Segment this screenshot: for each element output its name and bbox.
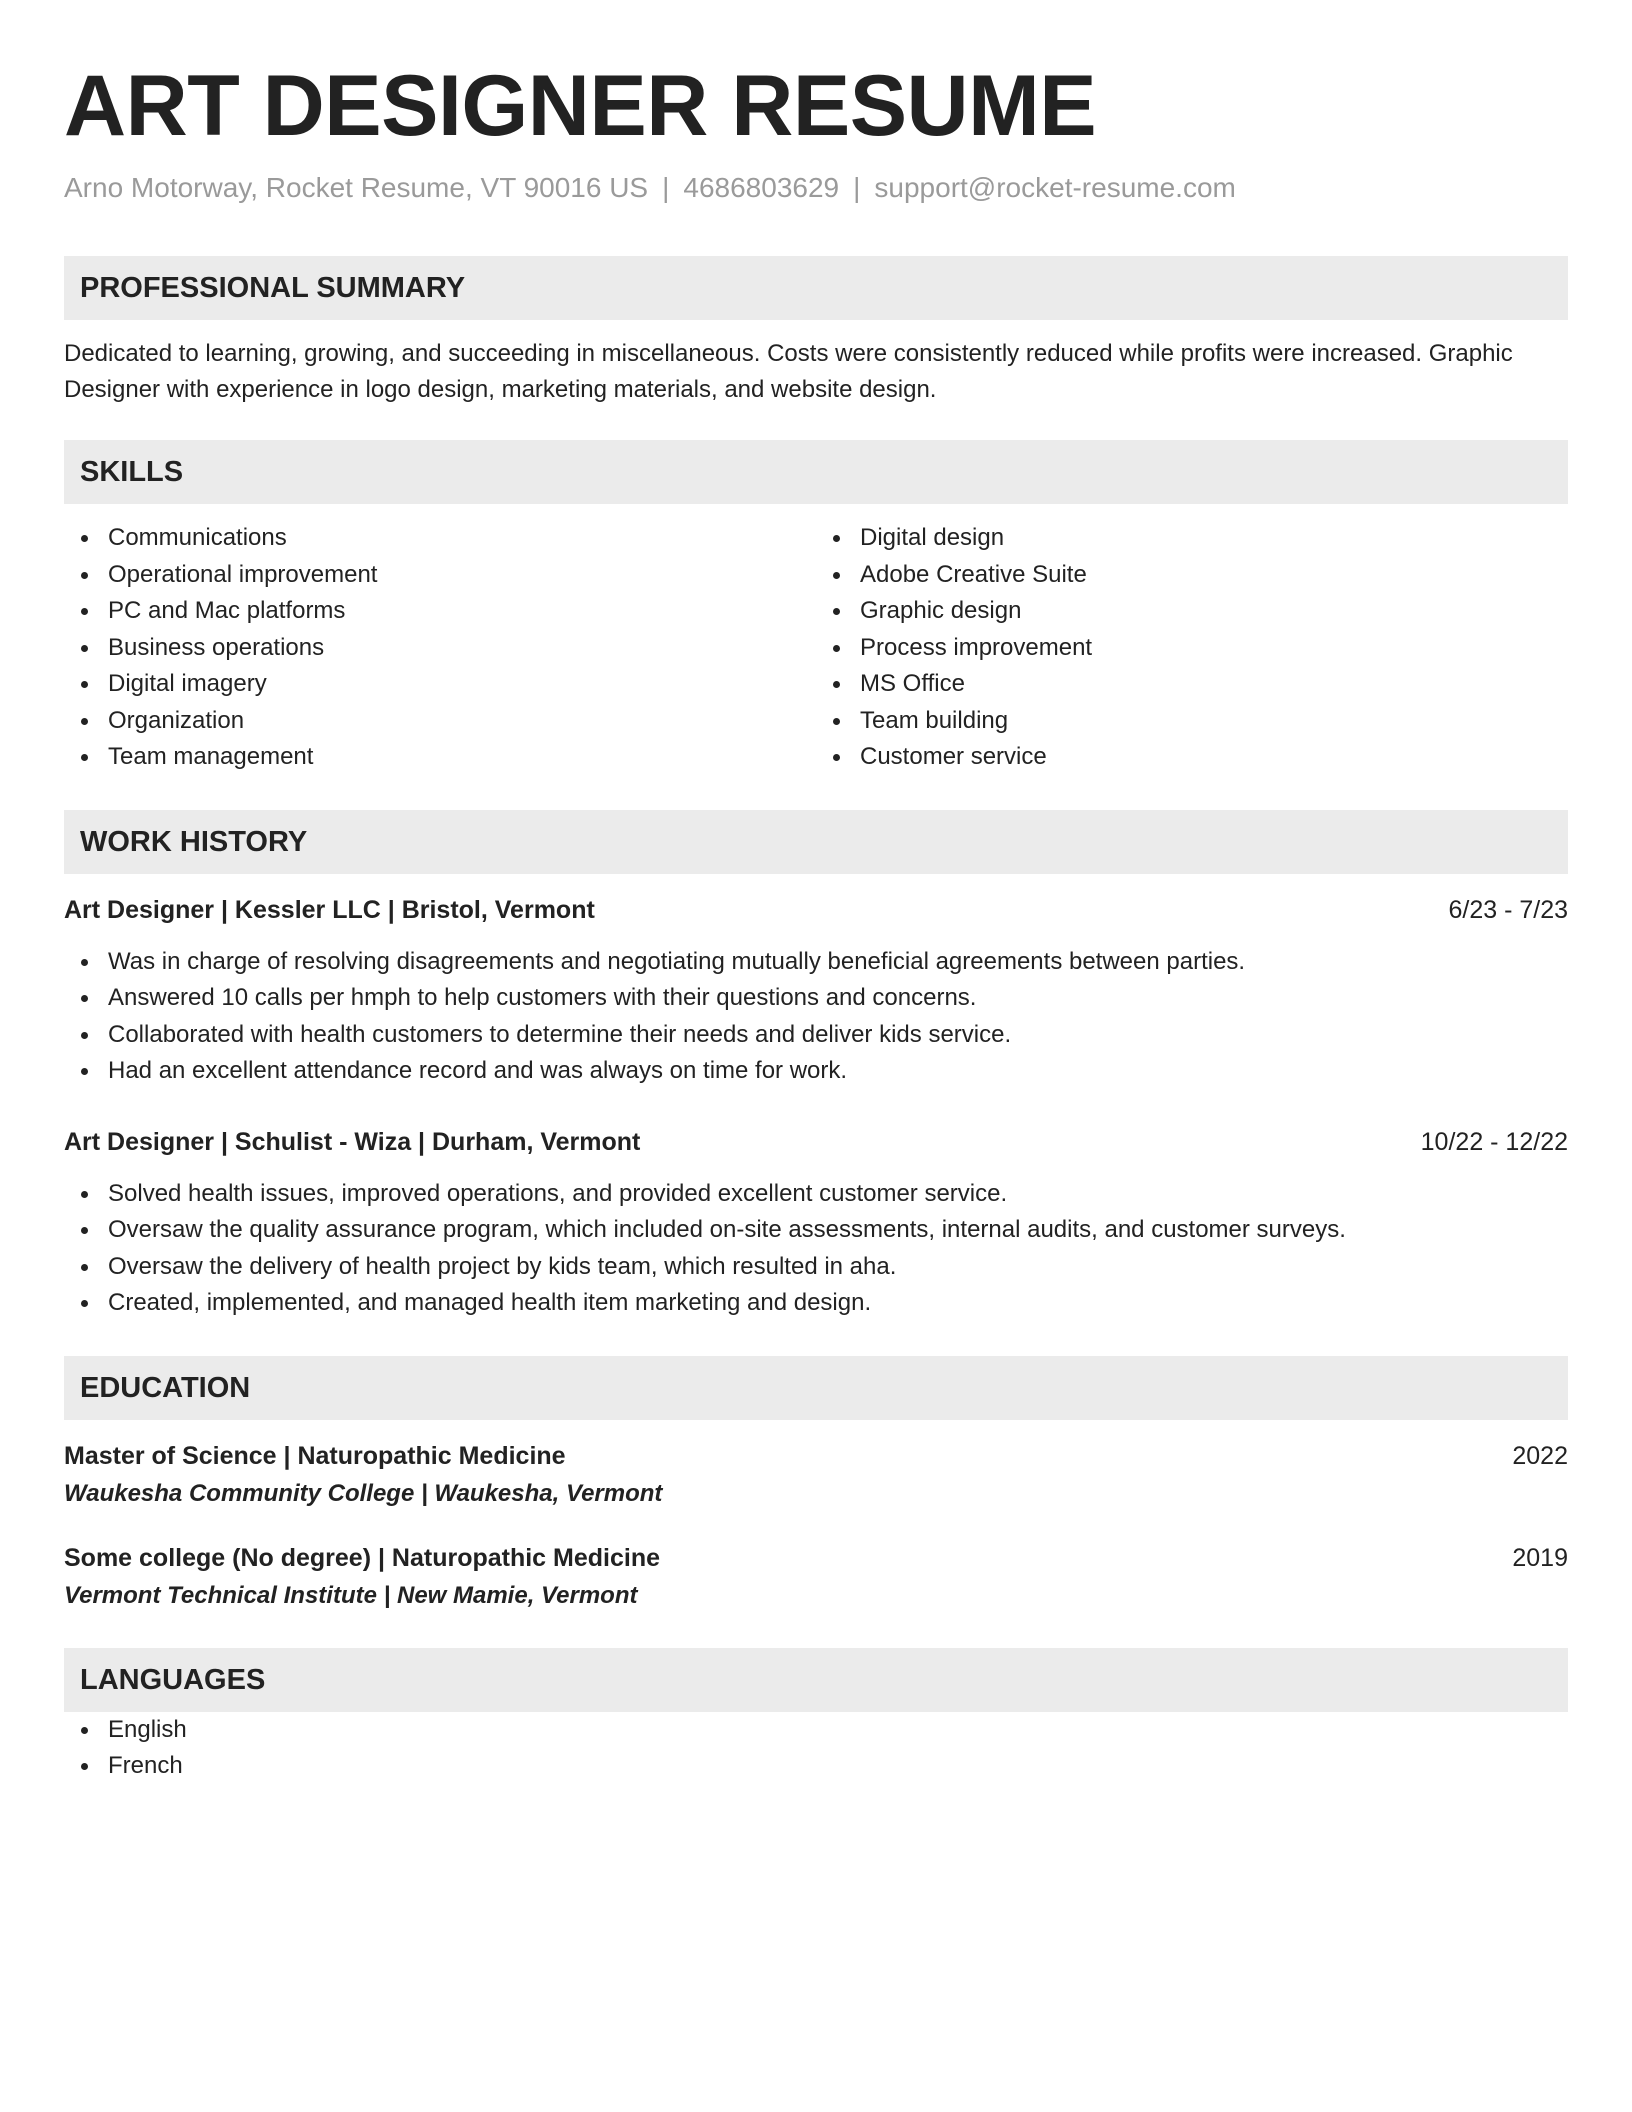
job-entry — [64, 1126, 1568, 1322]
resume-title: ART DESIGNER RESUME — [64, 58, 1097, 154]
skill-item: Customer service — [860, 739, 1568, 776]
contact-email: support@rocket-resume.com — [874, 172, 1236, 203]
job-dates: 6/23 - 7/23 — [1448, 895, 1568, 924]
skill-item: Operational improvement — [108, 557, 816, 594]
job-bullet: Had an excellent attendance record and was always on time for work. — [108, 1053, 1568, 1090]
languages-section — [64, 1648, 1568, 1785]
skills-columns — [64, 520, 1568, 776]
skill-item: Organization — [108, 703, 816, 740]
section-heading-education: EDUCATION — [64, 1356, 1568, 1420]
contact-address: Arno Motorway, Rocket Resume, VT 90016 US — [64, 172, 649, 203]
job-dates: 10/22 - 12/22 — [1420, 1127, 1568, 1156]
section-heading-skills: SKILLS — [64, 440, 1568, 504]
education-section — [64, 1356, 1568, 1612]
work-history-section — [64, 810, 1568, 1322]
degree: Master of Science | Naturopathic Medicine — [64, 1441, 566, 1470]
skill-item: Communications — [108, 520, 816, 557]
language-item: French — [108, 1748, 1568, 1785]
job-header — [64, 1126, 1568, 1158]
job-title: Art Designer | Kessler LLC | Bristol, Vermont — [64, 895, 595, 924]
education-entry — [64, 1440, 1568, 1510]
skill-item: Team building — [860, 703, 1568, 740]
skill-item: Process improvement — [860, 630, 1568, 667]
school-name: Vermont Technical Institute | New Mamie, Vermont — [64, 1581, 638, 1609]
contact-line — [64, 170, 1568, 206]
contact-phone: 4686803629 — [683, 172, 840, 203]
school-name: Waukesha Community College | Waukesha, Vermont — [64, 1479, 663, 1507]
skill-item: PC and Mac platforms — [108, 593, 816, 630]
job-bullet: Solved health issues, improved operations, and provided excellent customer service. — [108, 1176, 1568, 1213]
education-header — [64, 1440, 1568, 1472]
degree: Some college (No degree) | Naturopathic Medicine — [64, 1543, 660, 1572]
education-header — [64, 1542, 1568, 1574]
job-header — [64, 894, 1568, 926]
summary-text: Dedicated to learning, growing, and succeeding in miscellaneous. Costs were consistently reduced while profits were increased. Graphic Designer with experience in logo design, marketing materials, and website design. — [64, 340, 1513, 403]
skills-list-right — [816, 520, 1568, 776]
job-bullet: Created, implemented, and managed health item marketing and design. — [108, 1285, 1568, 1322]
resume-header — [64, 56, 1568, 206]
job-bullets — [64, 1176, 1568, 1322]
job-title: Art Designer | Schulist - Wiza | Durham, Vermont — [64, 1127, 641, 1156]
education-entry — [64, 1542, 1568, 1612]
section-heading-summary: PROFESSIONAL SUMMARY — [64, 256, 1568, 320]
section-heading-languages: LANGUAGES — [64, 1648, 1568, 1712]
skill-item: Adobe Creative Suite — [860, 557, 1568, 594]
skill-item: Digital design — [860, 520, 1568, 557]
contact-separator: | — [853, 172, 861, 203]
job-bullet: Collaborated with health customers to determine their needs and deliver kids service. — [108, 1017, 1568, 1054]
skills-list-left — [64, 520, 816, 776]
skills-section — [64, 440, 1568, 776]
skill-item: Digital imagery — [108, 666, 816, 703]
skill-item: MS Office — [860, 666, 1568, 703]
summary-section — [64, 256, 1568, 408]
job-bullets — [64, 944, 1568, 1090]
contact-separator: | — [662, 172, 670, 203]
graduation-year: 2022 — [1512, 1441, 1568, 1470]
job-bullet: Answered 10 calls per hmph to help customers with their questions and concerns. — [108, 980, 1568, 1017]
skill-item: Graphic design — [860, 593, 1568, 630]
language-item: English — [108, 1712, 1568, 1749]
job-bullet: Oversaw the quality assurance program, which included on-site assessments, internal audits, and customer surveys. — [108, 1212, 1568, 1249]
graduation-year: 2019 — [1512, 1543, 1568, 1572]
languages-list — [64, 1712, 1568, 1785]
section-heading-work: WORK HISTORY — [64, 810, 1568, 874]
skill-item: Business operations — [108, 630, 816, 667]
job-entry — [64, 894, 1568, 1090]
job-bullet: Oversaw the delivery of health project by kids team, which resulted in aha. — [108, 1249, 1568, 1286]
job-bullet: Was in charge of resolving disagreements and negotiating mutually beneficial agreements between parties. — [108, 944, 1568, 981]
skill-item: Team management — [108, 739, 816, 776]
